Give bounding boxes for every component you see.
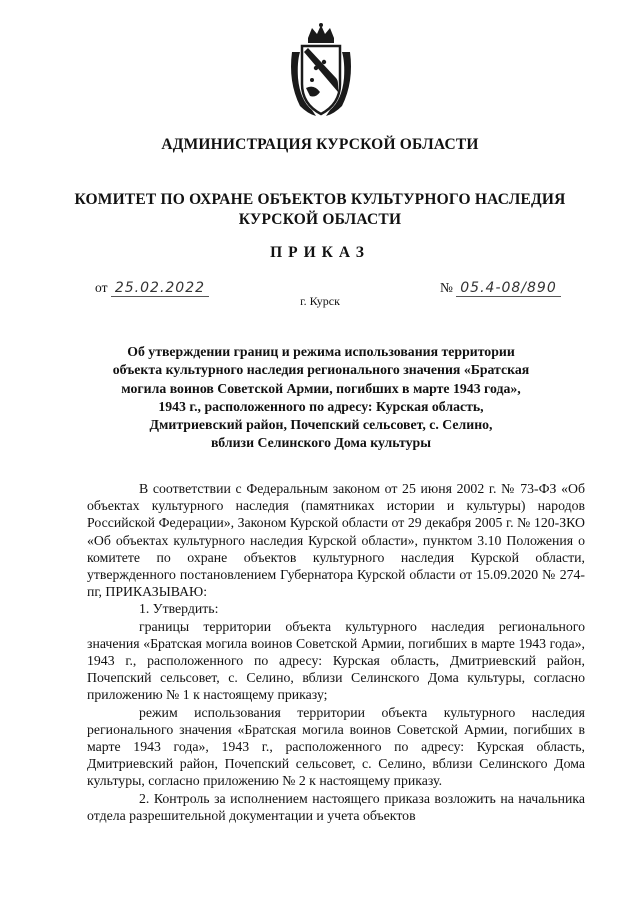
document-body [87, 480, 585, 824]
administration-heading: АДМИНИСТРАЦИЯ КУРСКОЙ ОБЛАСТИ [161, 136, 479, 153]
body-paragraph-boundaries: границы территории объекта культурного наследия регионального значения «Братская могила воинов Советской Армии, погибших в марте 1943 года», 1943 г., расположенного по адресу: Курская область, Дмитриевский район, Почепский сельсовет, с. Селино, вблизи Селинского Дома культуры, согласно приложению № 1 к настоящему приказу; [87, 618, 585, 703]
body-paragraph-item-1: 1. Утвердить: [139, 601, 219, 617]
committee-heading [0, 190, 640, 230]
city-label: г. Курск [300, 294, 340, 308]
committee-heading-line2: КУРСКОЙ ОБЛАСТИ [238, 211, 402, 228]
title-line: 1943 г., расположенного по адресу: Курская область, [158, 398, 484, 414]
body-paragraph-item-2: 2. Контроль за исполнением настоящего приказа возложить на начальника отдела разрешительной документации и учета объектов [87, 790, 585, 823]
number-value: 05.4-08/890 [456, 280, 560, 297]
document-title [96, 343, 546, 453]
body-paragraph-regime: режим использования территории объекта культурного наследия регионального значения «Братская могила воинов Советской Армии, погибших в марте 1943 года», 1943 г., расположенного по адресу: Курская область, Дмитриевский район, Почепский сельсовет, с. Селино, вблизи Селинского Дома культуры, согласно приложению № 2 к настоящему приказу. [87, 704, 585, 789]
date-prefix: от [95, 280, 108, 295]
number-prefix: № [440, 280, 453, 295]
title-line: объекта культурного наследия регионального значения «Братская [112, 362, 530, 378]
committee-heading-line1: КОМИТЕТ ПО ОХРАНЕ ОБЪЕКТОВ КУЛЬТУРНОГО НАСЛЕДИЯ [74, 191, 566, 208]
date-value: 25.02.2022 [111, 280, 209, 297]
body-paragraph-preamble: В соответствии с Федеральным законом от 25 июня 2002 г. № 73-ФЗ «Об объектах культурного наследия (памятниках истории и культуры) народов Российской Федерации», Законом Курской области от 29 декабря 2005 г. № 120-ЗКО «Об объектах культурного наследия Курской области», пунктом 3.10 Положения о комитете по охране объектов культурного наследия Курской области, утвержденного постановлением Губернатора Курской области от 15.09.2020 № 274-пг, ПРИКАЗЫВАЮ: [87, 481, 585, 600]
kursk-coat-of-arms-icon [286, 22, 356, 122]
title-line: Дмитриевский район, Почепский сельсовет, с. Селино, [149, 417, 493, 433]
title-line: вблизи Селинского Дома культуры [211, 435, 431, 451]
document-type-heading: ПРИКАЗ [270, 244, 370, 261]
title-line: Об утверждении границ и режима использования территории [127, 344, 515, 359]
title-line: могила воинов Советской Армии, погибших в марте 1943 года», [121, 380, 521, 396]
